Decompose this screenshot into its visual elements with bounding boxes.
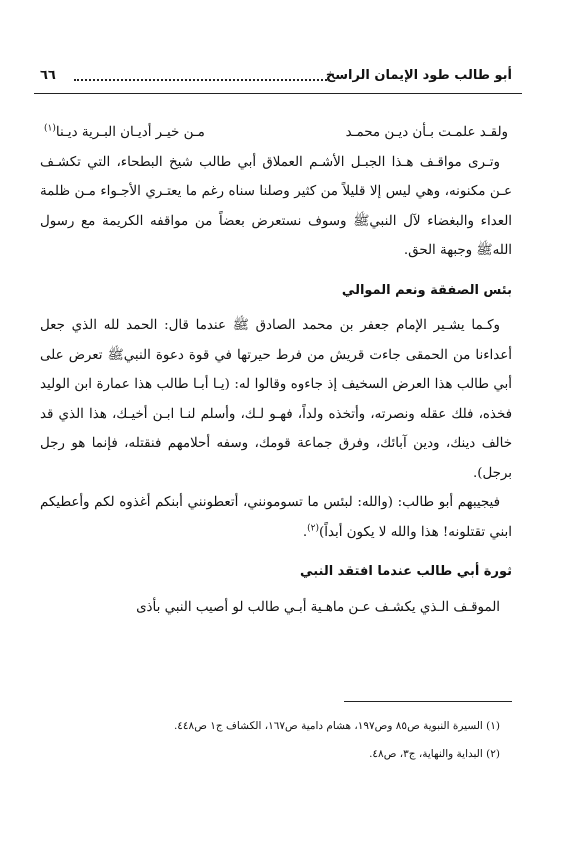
section-heading-1: بئس الصفقة ونعم الموالي <box>341 282 512 298</box>
paragraph-3 <box>40 488 512 547</box>
footnotes <box>40 712 500 768</box>
footnote-marker-1: (١) <box>44 123 56 134</box>
running-title: أبو طالب طود الإيمان الراسخ <box>325 68 512 83</box>
footnote-1: (١) السيرة النبوية ص٨٥ وص١٩٧، هشام دامية ص١٦٧، الكشاف ج١ ص٤٤٨. <box>173 720 500 732</box>
section-heading-2: ثورة أبي طالب عندما افتقد النبي <box>300 564 512 579</box>
paragraph-2: وكـما يشـير الإمام جعفر بن محمد الصادق ﷺ عندما قال: الحمد لله الذي جعل أعداءنا من الحمقى جاءت قريش من فرط حيرتها في قوة دعوة النبيﷺ تعرض على أبي طالب هذا العرض السخيف إذ جاءوه وقالوا له: (يـا أبـا طالب هذا عمارة ابن الوليد فخذه، فلك عقله ونصرته، وأتخذه ولداً، فهـو لـك، وأسلم لنـا ابـن أخيـك، هذا الذي قد خالف دينك، ودين آبائك، وفرق جماعة قومك، وسفه أحلامهم فنقتله، فإنما هو رجل برجل). <box>40 318 512 481</box>
footnote-2: (٢) البداية والنهاية، ج٣، ص٤٨. <box>369 748 500 760</box>
paragraph-3-text: فيجيبهم أبو طالب: (والله: لبئس ما تسومونني، أتعطونني أبنكم أغذوه لكم وأعطيكم ابني تقتلونه! هذا والله لا يكون أبداً) <box>40 495 512 540</box>
verse-first-hemistich: ولقـد علمـت بـأن ديـن محمـد <box>345 125 508 140</box>
page-header <box>40 68 512 88</box>
header-dotted-leader <box>74 79 330 81</box>
footnote-marker-2: (٢) <box>307 523 319 534</box>
paragraph-4: الموقـف الـذي يكشـف عـن ماهـية أبـي طالب لو أصيب النبي بأذى <box>136 599 500 615</box>
page-number: ٦٦ <box>40 68 56 83</box>
poetry-verse <box>40 118 512 148</box>
paragraph-1: وتـرى مواقـف هـذا الجبـل الأشـم العملاق أبي طالب شيخ البطحاء، التي تكشـف عـن مكنونه، وهي ليس إلا قليلاً من كثير وصلنا سناه رغم ما يعتـري الأجـواء مـن ظلمة العداء والبغضاء لآل النبيﷺ وسوف نستعرض بعضاً من مواقفه الكريمة مع رسول اللهﷺ وجبهة الحق. <box>40 154 512 258</box>
body-text <box>40 118 512 622</box>
header-rule <box>34 93 522 94</box>
verse-second-hemistich <box>44 118 205 148</box>
footnote-rule <box>344 701 512 702</box>
paragraph-3-end: . <box>302 524 308 540</box>
verse-second-hemistich-text: مـن خيـر أديـان البـرية ديـنا <box>55 125 205 140</box>
